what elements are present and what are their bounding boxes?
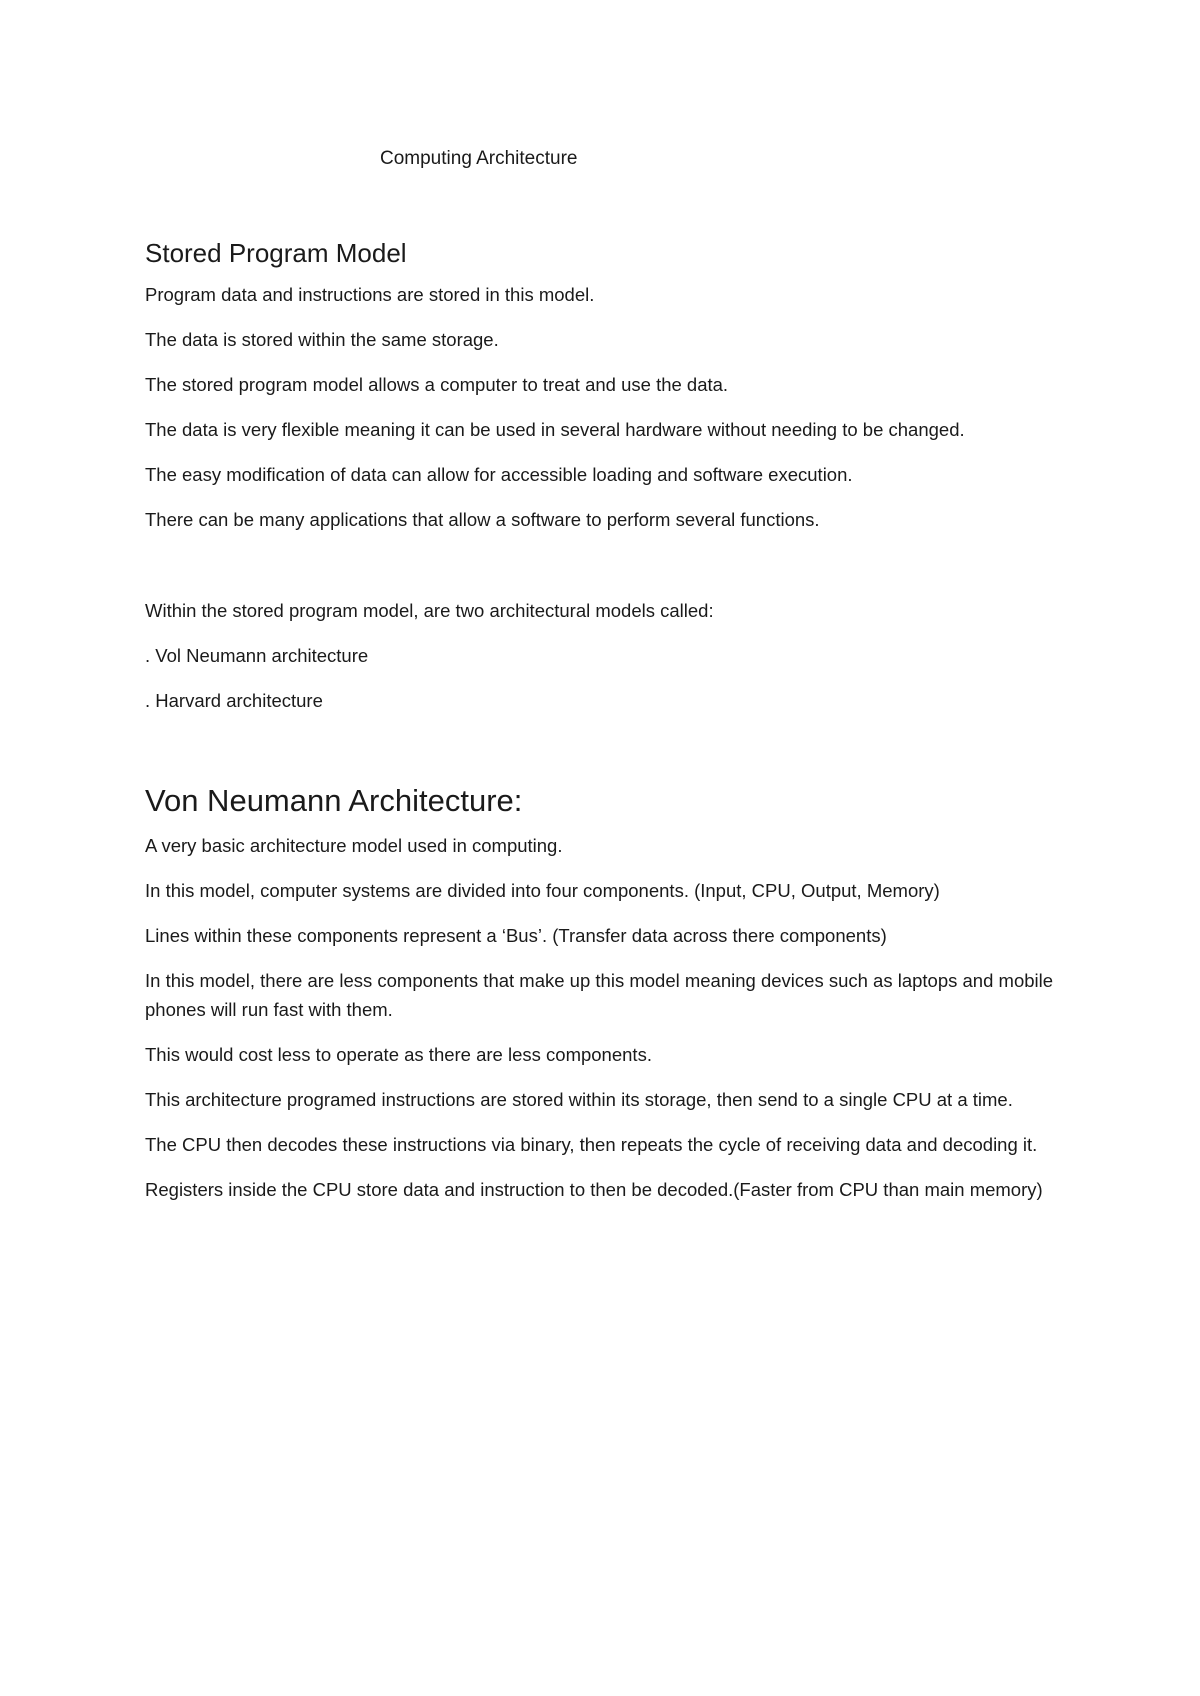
paragraph: Program data and instructions are stored in this model.: [145, 284, 595, 305]
paragraph: Registers inside the CPU store data and instruction to then be decoded.(Faster from CPU than main memory): [145, 1179, 1043, 1200]
paragraph: The data is very flexible meaning it can be used in several hardware without needing to be changed.: [145, 419, 965, 440]
spacer: [145, 731, 1075, 781]
paragraph: Lines within these components represent a ‘Bus’. (Transfer data across there components): [145, 925, 887, 946]
heading-stored-program-model: Stored Program Model: [145, 238, 407, 268]
paragraph: There can be many applications that allow a software to perform several functions.: [145, 509, 820, 530]
paragraph: A very basic architecture model used in computing.: [145, 835, 563, 856]
paragraph: The data is stored within the same storage.: [145, 329, 499, 350]
list-item: . Vol Neumann architecture: [145, 645, 369, 666]
spacer: [145, 550, 1075, 596]
paragraph: This architecture programed instructions are stored within its storage, then send to a single CPU at a time.: [145, 1089, 1013, 1110]
paragraph-intro: Within the stored program model, are two architectural models called:: [145, 600, 714, 621]
paragraph: The CPU then decodes these instructions via binary, then repeats the cycle of receiving data and decoding it.: [145, 1134, 1038, 1155]
paragraph: In this model, computer systems are divided into four components. (Input, CPU, Output, Memory): [145, 880, 940, 901]
paragraph: This would cost less to operate as there are less components.: [145, 1044, 652, 1065]
paragraph: In this model, there are less components that make up this model meaning devices such as laptops and mobile phones will run fast with them.: [145, 970, 1054, 1020]
document-body: [145, 236, 1075, 1220]
paragraph: The stored program model allows a computer to treat and use the data.: [145, 374, 729, 395]
paragraph: The easy modification of data can allow for accessible loading and software execution.: [145, 464, 853, 485]
document-title: Computing Architecture: [380, 148, 578, 169]
heading-von-neumann-architecture: Von Neumann Architecture:: [145, 783, 523, 818]
list-item: . Harvard architecture: [145, 690, 323, 711]
